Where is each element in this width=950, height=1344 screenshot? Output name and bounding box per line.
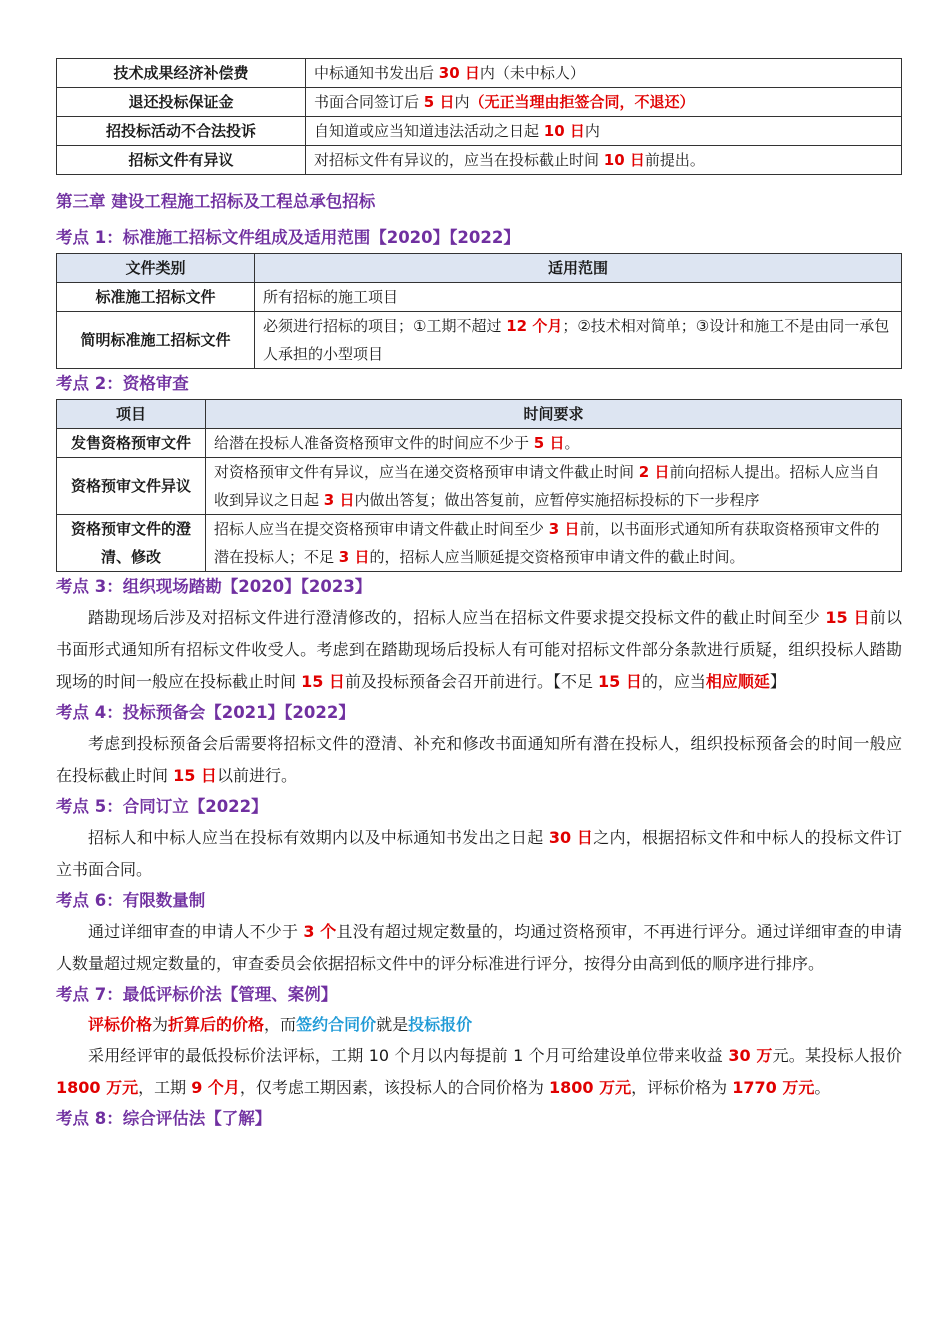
kp7-lead: 评标价格为折算后的价格，而签约合同价就是投标报价: [88, 1015, 473, 1034]
table-row: [57, 458, 902, 515]
row-label: 资格预审文件的澄清、修改: [57, 515, 206, 572]
kp7-title: 考点 7：最低评标价法【管理、案例】: [56, 985, 338, 1004]
kp1-title: 考点 1：标准施工招标文件组成及适用范围【2020】【2022】: [56, 228, 520, 247]
row-label: 招投标活动不合法投诉: [57, 117, 306, 146]
document-page: [56, 58, 902, 1134]
kp2-table: [56, 399, 902, 572]
deadline-table: [56, 58, 902, 175]
kp3-title: 考点 3：组织现场踏勘【2020】【2023】: [56, 577, 372, 596]
row-label: 发售资格预审文件: [57, 429, 206, 458]
kp6-paragraph: 通过详细审查的申请人不少于 3 个且没有超过规定数量的，均通过资格预审，不再进行评分。通过详细审查的申请人数量超过规定数量的，审查委员会依据招标文件中的评分标准进行评分，按得分由高到低的顺序进行排序。: [56, 922, 902, 973]
kp8-title: 考点 8：综合评估法【了解】: [56, 1109, 272, 1128]
row-value: 给潜在投标人准备资格预审文件的时间应不少于 5 日。: [206, 429, 902, 458]
table-row: [57, 515, 902, 572]
header-scope: 适用范围: [255, 254, 902, 283]
table-row: [57, 59, 902, 88]
row-value: 招标人应当在提交资格预审申请文件截止时间至少 3 日前，以书面形式通知所有获取资格预审文件的潜在投标人；不足 3 日的，招标人应当顺延提交资格预审申请文件的截止时间。: [206, 515, 902, 572]
kp4-title: 考点 4：投标预备会【2021】【2022】: [56, 703, 355, 722]
header-item: 项目: [57, 400, 206, 429]
row-label: 简明标准施工招标文件: [57, 312, 255, 369]
table-header: [57, 254, 902, 283]
row-value: 必须进行招标的项目；①工期不超过 12 个月；②技术相对简单；③设计和施工不是由同一承包人承担的小型项目: [255, 312, 902, 369]
row-value: 中标通知书发出后 30 日内（未中标人）: [306, 59, 902, 88]
kp6-title: 考点 6：有限数量制: [56, 891, 206, 910]
table-row: [57, 283, 902, 312]
header-file-type: 文件类别: [57, 254, 255, 283]
header-time: 时间要求: [206, 400, 902, 429]
table-row: [57, 146, 902, 175]
kp5-paragraph: 招标人和中标人应当在投标有效期内以及中标通知书发出之日起 30 日之内，根据招标文件和中标人的投标文件订立书面合同。: [56, 828, 902, 879]
kp5-title: 考点 5：合同订立【2022】: [56, 797, 268, 816]
row-value: 自知道或应当知道违法活动之日起 10 日内: [306, 117, 902, 146]
kp2-title: 考点 2：资格审查: [56, 374, 189, 393]
table-row: [57, 312, 902, 369]
row-label: 退还投标保证金: [57, 88, 306, 117]
row-label: 标准施工招标文件: [57, 283, 255, 312]
table-row: [57, 117, 902, 146]
chapter-title: 第三章 建设工程施工招标及工程总承包招标: [56, 192, 376, 211]
table-row: [57, 88, 902, 117]
row-label: 招标文件有异议: [57, 146, 306, 175]
kp4-paragraph: 考虑到投标预备会后需要将招标文件的澄清、补充和修改书面通知所有潜在投标人，组织投标预备会的时间一般应在投标截止时间 15 日以前进行。: [56, 734, 902, 785]
table-header: [57, 400, 902, 429]
row-label: 资格预审文件异议: [57, 458, 206, 515]
kp7-paragraph: 采用经评审的最低投标价法评标，工期 10 个月以内每提前 1 个月可给建设单位带来收益 30 万元。某投标人报价 1800 万元，工期 9 个月，仅考虑工期因素，该投标人的合同价格为 1800 万元，评标价格为 1770 万元。: [56, 1046, 902, 1097]
table-row: [57, 429, 902, 458]
row-value: 对招标文件有异议的，应当在投标截止时间 10 日前提出。: [306, 146, 902, 175]
kp3-paragraph: 踏勘现场后涉及对招标文件进行澄清修改的，招标人应当在招标文件要求提交投标文件的截止时间至少 15 日前以书面形式通知所有招标文件收受人。考虑到在踏勘现场后投标人有可能对招标文件部分条款进行质疑，组织投标人踏勘现场的时间一般应在投标截止时间 15 日前及投标预备会召开前进行。【不足 15 日的，应当相应顺延】: [56, 608, 902, 691]
kp1-table: [56, 253, 902, 369]
row-label: 技术成果经济补偿费: [57, 59, 306, 88]
row-value: 对资格预审文件有异议，应当在递交资格预审申请文件截止时间 2 日前向招标人提出。招标人应当自收到异议之日起 3 日内做出答复；做出答复前，应暂停实施招标投标的下一步程序: [206, 458, 902, 515]
row-value: 书面合同签订后 5 日内（无正当理由拒签合同，不退还）: [306, 88, 902, 117]
row-value: 所有招标的施工项目: [255, 283, 902, 312]
